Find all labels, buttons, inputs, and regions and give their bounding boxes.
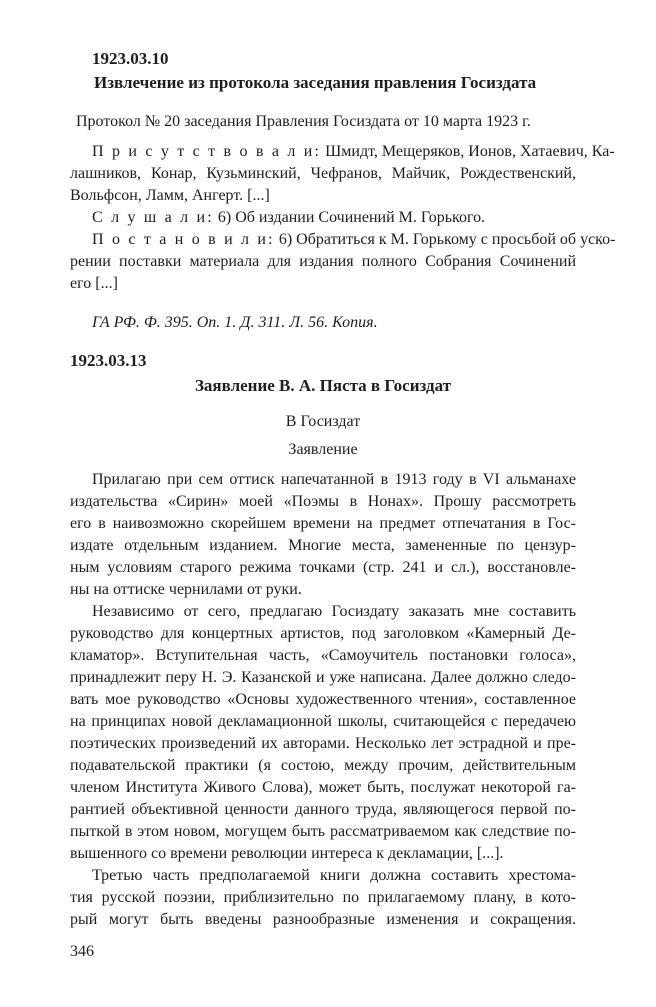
document-title: Заявление — [288, 441, 358, 458]
paragraph-line: Прилагаю при сем оттиск напечатанной в 1913 году в VI альманахе — [92, 471, 576, 488]
heard-line — [92, 207, 485, 229]
paragraph-line: рый могут быть введены разнообразные изменения и сокращения. — [70, 911, 576, 928]
paragraph-line: ным условиям старого режима точками (стр. 241 и сл.), восстановле- — [70, 559, 576, 576]
present-label: П р и с у т с т в о в а л и: — [92, 143, 322, 160]
paragraph-line: тия русской поэзии, приблизительно по прилагаемому плану, в кото- — [70, 889, 576, 906]
paragraph-line: издате отдельным изданием. Многие места, замененные по цензур- — [70, 537, 576, 554]
paragraph-line: Третью часть предполагаемой книги должна составить хрестома- — [92, 867, 576, 884]
paragraph-line: подавательской практики (я состою, между прочим, действительным — [70, 757, 576, 774]
paragraph-line: вышенного со времени революции интереса к декламации, [...]. — [70, 845, 504, 862]
paragraph-line: рантией объективной ценности данного труда, являющегося первой по- — [70, 801, 576, 818]
paragraph-line: его в наивозможно скорейшем времени на предмет отпечатания в Гос- — [70, 515, 576, 532]
paragraph-line: ны на оттиске чернилами от руки. — [70, 581, 302, 598]
entry-heading: Извлечение из протокола заседания правления Госиздата — [94, 73, 537, 92]
paragraph-line: пыткой в этом новом, могущем быть рассматриваемом как следствие по- — [70, 823, 576, 840]
paragraph-line: вать мое руководство «Основы художественного чтения», составленное — [70, 691, 576, 708]
heard-label: С л у ш а л и: — [92, 209, 214, 226]
addressee: В Госиздат — [285, 413, 361, 430]
resolved-label: П о с т а н о в и л и: — [92, 231, 275, 248]
page-number: 346 — [70, 943, 94, 960]
heard-text: 6) Об издании Сочинений М. Горького. — [217, 209, 486, 226]
paragraph-line: принадлежит перу Н. Э. Казанской и уже написана. Далее должно следо- — [70, 669, 576, 686]
paragraph-line: руководство для концертных артистов, под заголовком «Камерный Де- — [70, 625, 576, 642]
paragraph-line: членом Института Живого Слова), может быть, послужат некоторой га- — [70, 779, 576, 796]
present-text: Шмидт, Мещеряков, Ионов, Хатаевич, Ка- — [325, 143, 615, 160]
resolved-text: 6) Обратиться к М. Горькому с просьбой об уско- — [278, 231, 616, 248]
entry-heading: Заявление В. А. Пяста в Госиздат — [194, 376, 452, 395]
paragraph-line: издательства «Сирин» моей «Поэмы в Нонах». Прошу рассмотреть — [70, 493, 576, 510]
resolved-line: рении поставки материала для издания полного Собрания Сочинений — [70, 253, 576, 270]
present-line: лашников, Конар, Кузьминский, Чефранов, Майчик, Рождественский, — [70, 165, 576, 182]
paragraph-line: кламатор». Вступительная часть, «Самоучитель постановки голоса», — [70, 647, 576, 664]
paragraph-line: Независимо от сего, предлагаю Госиздату заказать мне составить — [92, 603, 576, 620]
resolved-line — [92, 229, 616, 251]
present-line — [92, 141, 615, 163]
archive-source: ГА РФ. Ф. 395. Оп. 1. Д. 311. Л. 56. Копия. — [92, 314, 378, 331]
present-line: Вольфсон, Ламм, Ангерт. [...] — [70, 187, 270, 204]
protocol-subheading: Протокол № 20 заседания Правления Госиздата от 10 марта 1923 г. — [76, 113, 531, 130]
entry-date: 1923.03.13 — [70, 351, 147, 370]
paragraph-line: на принципах новой декламационной школы, считающейся с передачею — [70, 713, 576, 730]
entry-date: 1923.03.10 — [92, 49, 169, 68]
paragraph-line: поэтических произведений их авторами. Несколько лет эстрадной и пре- — [70, 735, 576, 752]
resolved-line: его [...] — [70, 275, 118, 292]
